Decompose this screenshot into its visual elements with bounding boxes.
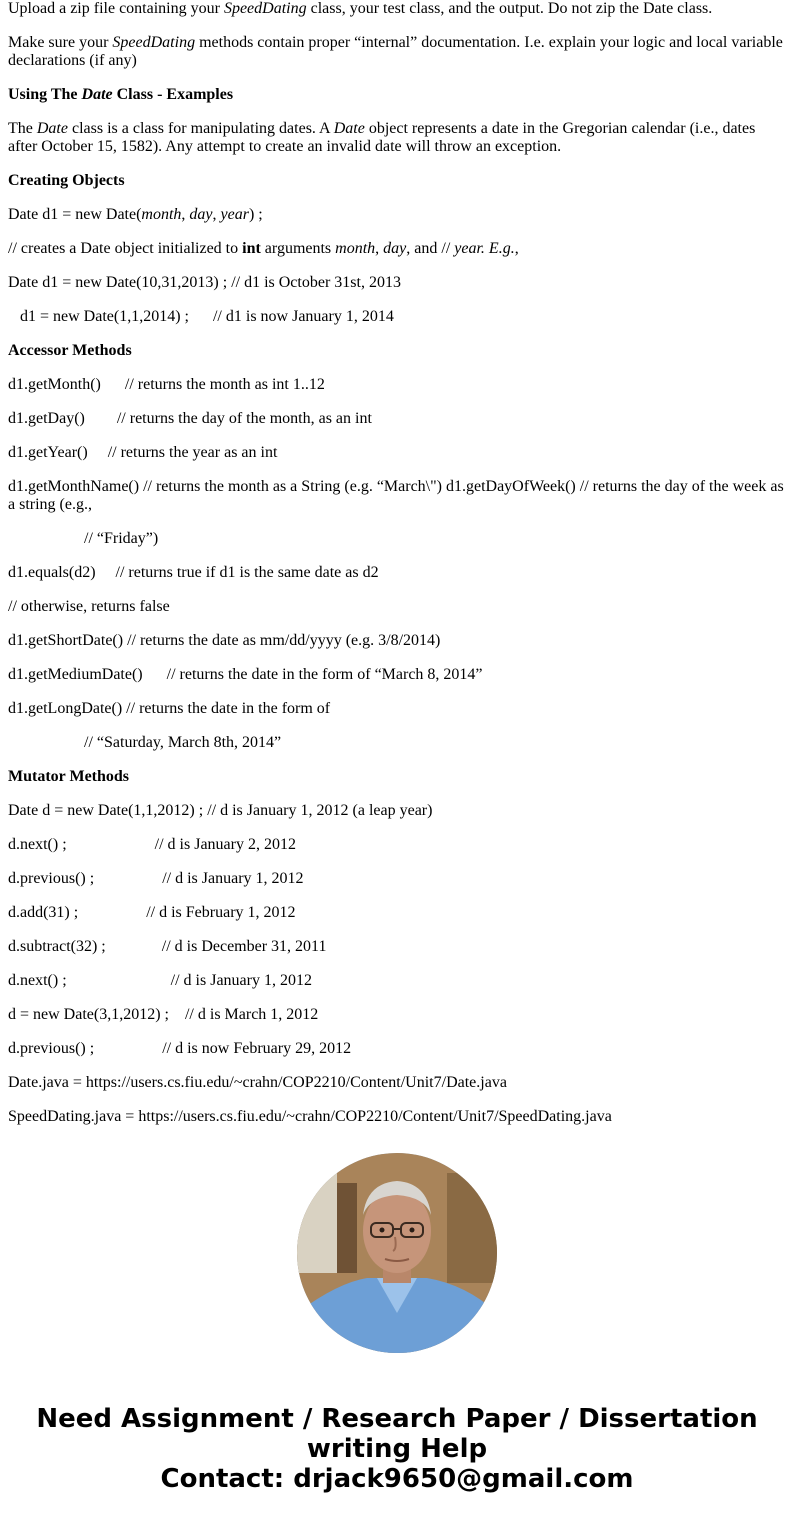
code-line	[8, 206, 786, 224]
text-run: ,	[212, 206, 221, 223]
avatar-portrait	[297, 1153, 497, 1353]
text-run: year. E.g.	[454, 240, 515, 257]
text-run: class, your test class, and the output. Do not zip the Date class.	[306, 0, 713, 17]
text-run: ,	[181, 206, 190, 223]
text-run: Date d = new Date(1,1,2012) ; // d is January 1, 2012 (a leap year)	[8, 802, 433, 819]
text-run: Date.java = https://users.cs.fiu.edu/~crahn/COP2210/Content/Unit7/Date.java	[8, 1074, 507, 1091]
code-line	[8, 1006, 786, 1024]
code-line	[8, 802, 786, 820]
code-line	[8, 308, 786, 326]
text-run: Creating Objects	[8, 172, 125, 189]
code-line	[8, 870, 786, 888]
text-run: SpeedDating	[223, 0, 307, 17]
text-run: month	[141, 206, 182, 223]
code-line	[8, 598, 786, 616]
text-run: // otherwise, returns false	[8, 598, 170, 615]
text-run: arguments	[260, 240, 336, 257]
promo-line-1: Need Assignment / Research Paper / Dissertation	[36, 1404, 758, 1434]
text-run: Date d1 = new Date(	[8, 206, 142, 223]
section-heading-examples	[8, 86, 786, 104]
text-run: d1.getYear() // returns the year as an int	[8, 444, 278, 461]
text-run: methods contain proper “internal” documentation. I.e. explain your logic and local variable declarations (if any)	[8, 34, 787, 69]
text-run: ,	[375, 240, 384, 257]
text-run: Date	[81, 86, 113, 103]
text-run: SpeedDating	[112, 34, 196, 51]
text-run: SpeedDating.java = https://users.cs.fiu.edu/~crahn/COP2210/Content/Unit7/SpeedDating.java	[8, 1108, 612, 1125]
section-heading-mutator	[8, 768, 786, 786]
text-run: d1.equals(d2) // returns true if d1 is the same date as d2	[8, 564, 379, 581]
text-run: d.subtract(32) ; // d is December 31, 2011	[8, 938, 327, 955]
text-run: day	[189, 206, 213, 223]
upload-instruction	[8, 0, 786, 18]
section-heading-accessor	[8, 342, 786, 360]
code-line	[8, 1040, 786, 1058]
date-class-description	[8, 120, 786, 156]
text-run: int	[242, 240, 261, 257]
text-run: // creates a Date object initialized to	[8, 240, 243, 257]
text-run: Upload a zip file containing your	[8, 0, 224, 17]
promo-line-2: writing Help	[306, 1434, 488, 1464]
documentation-note	[8, 34, 786, 70]
text-run: d.previous() ; // d is now February 29, 2012	[8, 1040, 352, 1057]
text-run: The	[8, 120, 37, 137]
code-line	[8, 410, 786, 428]
code-line	[8, 564, 786, 582]
code-line	[8, 530, 786, 548]
code-line	[8, 632, 786, 650]
text-run: ,	[514, 240, 519, 257]
code-line	[8, 376, 786, 394]
speeddating-java-link	[8, 1108, 786, 1126]
text-run: d = new Date(3,1,2012) ; // d is March 1, 2012	[8, 1006, 319, 1023]
text-run: d1.getShortDate() // returns the date as mm/dd/yyyy (e.g. 3/8/2014)	[8, 632, 441, 649]
text-run: Class - Examples	[112, 86, 234, 103]
code-line	[8, 836, 786, 854]
text-run: day	[383, 240, 407, 257]
code-line	[8, 700, 786, 718]
text-run: d1.getDay() // returns the day of the month, as an int	[8, 410, 372, 427]
text-run: d.add(31) ; // d is February 1, 2012	[8, 904, 296, 921]
promo-contact: Contact: drjack9650@gmail.com	[160, 1464, 634, 1494]
text-run: Make sure your	[8, 34, 113, 51]
text-run: , and //	[406, 240, 455, 257]
text-run: d.next() ; // d is January 2, 2012	[8, 836, 296, 853]
text-run: d.next() ; // d is January 1, 2012	[8, 972, 312, 989]
text-run: object represents a date in the Gregorian calendar (i.e., dates after October 15, 1582). Any attempt to create an invalid date will throw an exception.	[8, 120, 760, 155]
text-run: Date d1 = new Date(10,31,2013) ; // d1 is October 31st, 2013	[8, 274, 401, 291]
text-run: d1.getLongDate() // returns the date in the form of	[8, 700, 331, 717]
code-line	[8, 972, 786, 990]
text-run: Using The	[8, 86, 82, 103]
code-line	[8, 478, 786, 514]
code-line	[8, 666, 786, 684]
author-avatar	[297, 1153, 497, 1353]
text-run: month	[335, 240, 376, 257]
text-run: d.previous() ; // d is January 1, 2012	[8, 870, 304, 887]
text-run: d1 = new Date(1,1,2014) ; // d1 is now January 1, 2014	[8, 308, 394, 325]
text-run: year	[220, 206, 249, 223]
text-run: Date	[36, 120, 68, 137]
text-run: ) ;	[248, 206, 263, 223]
code-line	[8, 444, 786, 462]
text-run: Mutator Methods	[8, 768, 130, 785]
text-run: d1.getMediumDate() // returns the date in the form of “March 8, 2014”	[8, 666, 483, 683]
section-heading-creating	[8, 172, 786, 190]
date-java-link	[8, 1074, 786, 1092]
document-body	[8, 0, 786, 1142]
text-run: // “Friday”)	[8, 530, 159, 547]
code-line	[8, 240, 786, 258]
code-line	[8, 274, 786, 292]
code-line	[8, 734, 786, 752]
text-run: Date	[333, 120, 365, 137]
text-run: class is a class for manipulating dates. A	[67, 120, 334, 137]
code-line	[8, 904, 786, 922]
text-run: // “Saturday, March 8th, 2014”	[8, 734, 282, 751]
text-run: d1.getMonthName() // returns the month as a String (e.g. “March\") d1.getDayOfWeek() // returns the day of the week as a string (e.g.,	[8, 478, 788, 513]
text-run: d1.getMonth() // returns the month as int 1..12	[8, 376, 325, 393]
promo-banner	[0, 1404, 794, 1494]
text-run: Accessor Methods	[8, 342, 132, 359]
code-line	[8, 938, 786, 956]
